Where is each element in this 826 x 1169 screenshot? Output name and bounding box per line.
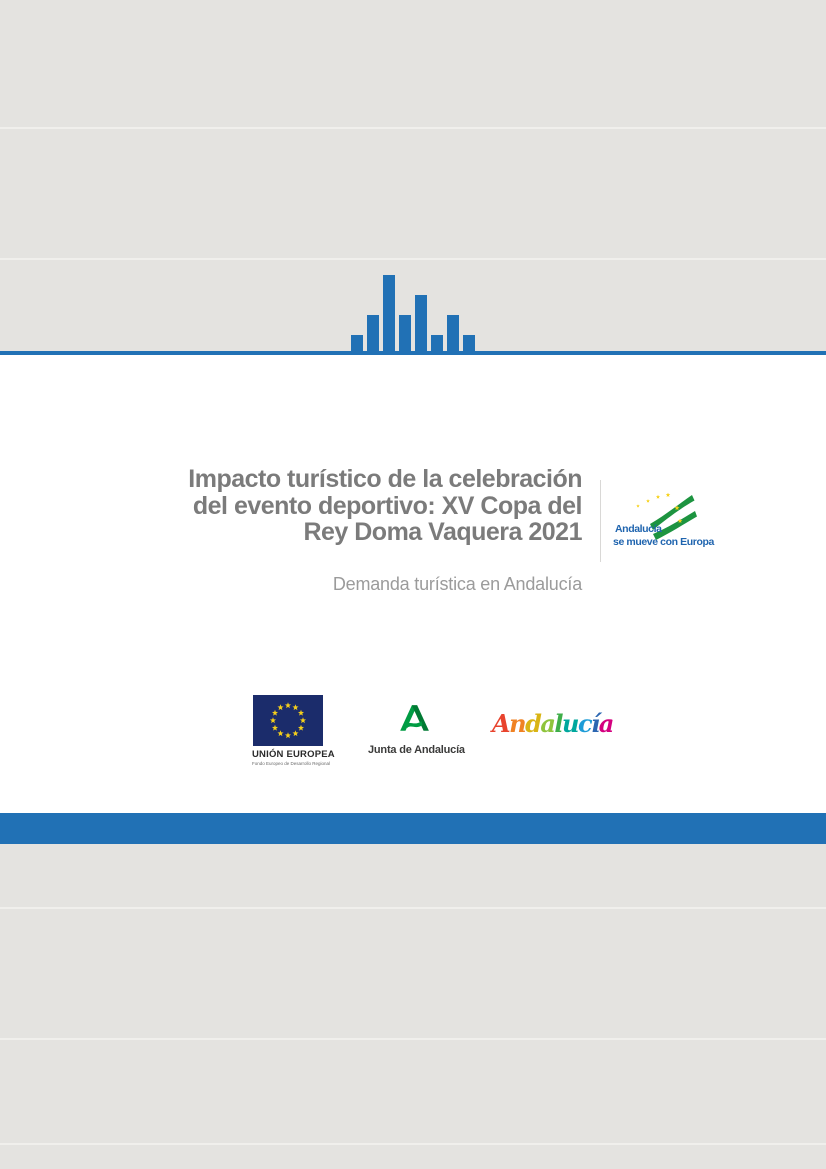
- decorative-bar-chart-icon: [351, 275, 475, 351]
- title-line-1: Impacto turístico de la celebración: [188, 465, 582, 493]
- eu-logo-caption: [252, 749, 335, 766]
- title-line-3: Rey Doma Vaquera 2021: [303, 518, 582, 546]
- junta-a-icon: [397, 697, 431, 739]
- title-block: [112, 466, 582, 595]
- chart-bar: [463, 335, 475, 351]
- report-title: [112, 466, 582, 546]
- chart-bar: [383, 275, 395, 351]
- band-divider: [0, 1038, 826, 1040]
- chart-bar: [367, 315, 379, 351]
- eu-flag-icon: [253, 695, 323, 746]
- chart-bar: [351, 335, 363, 351]
- title-line-2: del evento deportivo: XV Copa del: [192, 491, 582, 520]
- junta-logo-name: Junta de Andalucía: [368, 744, 465, 756]
- script-letter: a: [598, 709, 613, 738]
- chart-bar: [447, 315, 459, 351]
- bottom-blue-band: [0, 813, 826, 844]
- mueve-logo-line2: se mueve con Europa: [613, 536, 714, 548]
- band-divider: [0, 258, 826, 260]
- chart-bar: [431, 335, 443, 351]
- band-divider: [0, 1143, 826, 1145]
- script-letter: u: [562, 709, 578, 738]
- eu-logo-name: UNIÓN EUROPEA: [252, 749, 335, 760]
- script-letter: A: [492, 709, 510, 738]
- script-letter: c: [578, 709, 592, 738]
- title-logo-divider: [600, 480, 601, 562]
- script-letter: a: [540, 709, 555, 738]
- eu-flag-logo: [252, 695, 335, 766]
- script-letter: í: [591, 709, 599, 738]
- mueve-logo-line1: Andalucía: [615, 523, 662, 535]
- chart-bar: [415, 295, 427, 351]
- report-subtitle: Demanda turística en Andalucía: [332, 573, 582, 594]
- accent-rule: [0, 351, 826, 355]
- top-gray-band: [0, 0, 826, 351]
- andalucia-script-logo: [492, 709, 613, 743]
- script-letter: n: [509, 709, 526, 738]
- bottom-gray-band: [0, 844, 826, 1169]
- script-letter: l: [554, 709, 563, 738]
- chart-bar: [399, 315, 411, 351]
- eu-logo-subtext: Fondo Europeo de Desarrollo Regional: [252, 761, 331, 766]
- band-divider: [0, 127, 826, 129]
- script-letter: d: [525, 709, 541, 738]
- andalucia-se-mueve-logo: [610, 490, 714, 552]
- band-divider: [0, 907, 826, 909]
- junta-de-andalucia-logo: [368, 697, 465, 756]
